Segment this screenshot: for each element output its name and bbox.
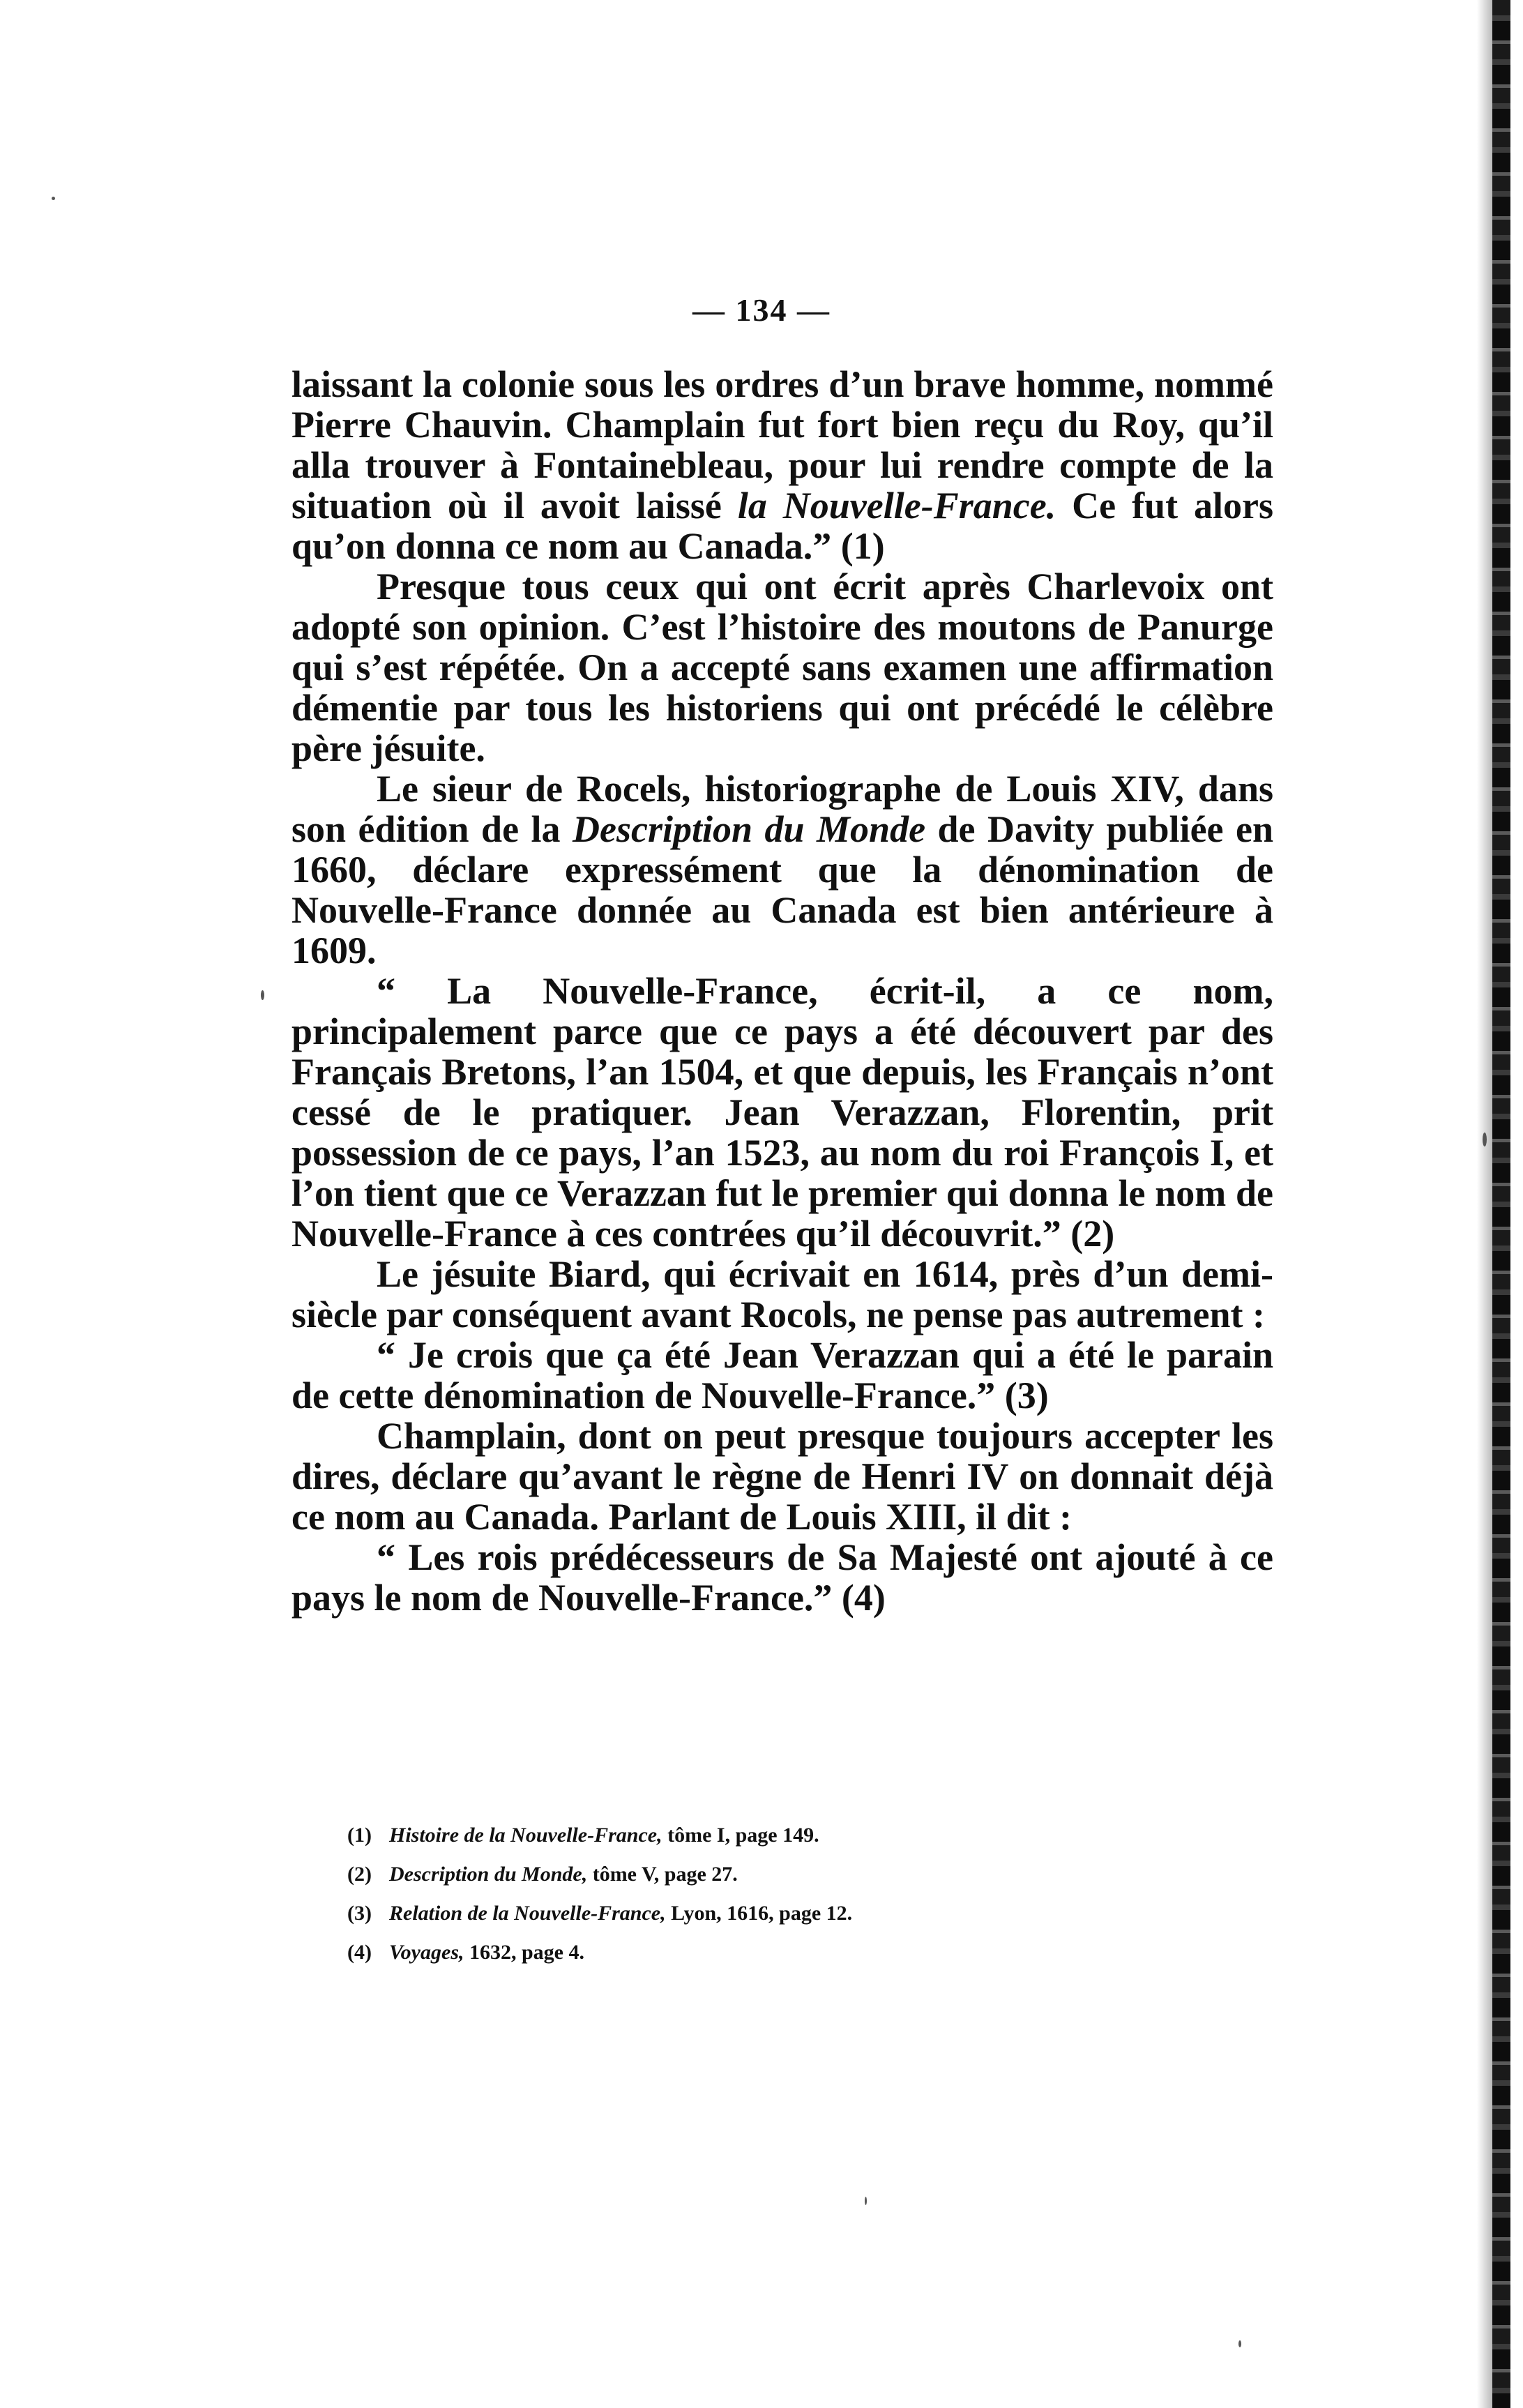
paragraph-text: Presque tous ceux qui ont écrit après Charlevoix ont adopté son opinion. C’est l’histoire des moutons de Panurge qui s’est répétée. On a accepté sans examen une affirmation démentie par tous les historiens qui ont précédé le célèbre père jésuite.: [291, 566, 1273, 769]
footnote: [347, 1855, 1268, 1894]
footnote-number: (3): [347, 1902, 372, 1925]
footnote-number: (4): [347, 1941, 372, 1964]
paragraph: [291, 768, 1273, 971]
scan-speck: [52, 197, 55, 200]
paragraph: [291, 1254, 1273, 1335]
footnote-title: Description du Monde,: [389, 1863, 588, 1886]
footnote-number: (2): [347, 1863, 372, 1886]
footnote: [347, 1933, 1268, 1972]
paragraph-text: “ La Nouvelle-France, écrit-il, a ce nom, principalement parce que ce pays a été découvert par des Français Bretons, l’an 1504, et que depuis, les Français n’ont cessé de le pratiquer. Jean Verazzan, Florentin, prit possession de ce pays, l’an 1523, au nom du roi François I, et l’on tient que ce Verazzan fut le premier qui donna le nom de Nouvelle-France à ces contrées qu’il découvrit.” (2): [291, 970, 1273, 1255]
paragraph-text: Champlain, dont on peut presque toujours accepter les dires, déclare qu’avant le règne de Henri IV on donnait déjà ce nom au Canada. Parlant de Louis XIII, il dit :: [291, 1415, 1273, 1538]
footnote-reference: Lyon, 1616, page 12.: [665, 1902, 853, 1925]
paragraph: [291, 566, 1273, 768]
paragraph: [291, 971, 1273, 1254]
italic-title: la Nouvelle-France.: [737, 485, 1056, 527]
scan-speck: [261, 990, 264, 1000]
footnote-title: Histoire de la Nouvelle-France,: [389, 1824, 662, 1847]
footnote-reference: tôme V, page 27.: [587, 1863, 738, 1886]
italic-title: Description du Monde: [573, 808, 926, 850]
footnote-title: Relation de la Nouvelle-France,: [389, 1902, 666, 1925]
paragraph-text: Ce fut alors qu’on donna ce nom au Canada.” (1): [291, 485, 1273, 567]
scan-speck: [865, 2197, 867, 2205]
footnote-title: Voyages,: [389, 1941, 464, 1964]
footnote-reference: 1632, page 4.: [464, 1941, 584, 1964]
paragraph: [291, 1537, 1273, 1618]
paragraph-text: Le jésuite Biard, qui écrivait en 1614, près d’un demi-siècle par conséquent avant Rocols, ne pense pas autrement :: [291, 1253, 1273, 1335]
footnote-reference: tôme I, page 149.: [662, 1824, 819, 1847]
binding-shadow: [1477, 0, 1492, 2408]
paragraph-text: “ Les rois prédécesseurs de Sa Majesté ont ajouté à ce pays le nom de Nouvelle-France.” (4): [291, 1536, 1273, 1619]
paragraph-text: laissant la colonie sous les ordres d’un brave homme, nommé Pierre Chauvin. Champlain fut fort bien reçu du Roy, qu’il alla trouver à Fontainebleau, pour lui rendre compte de la situation où il avoit laissé: [291, 363, 1273, 527]
scan-speck: [1238, 2340, 1241, 2347]
paragraph-text: de Davity publiée en 1660, déclare expressément que la dénomination de Nouvelle-France donnée au Canada est bien antérieure à 1609.: [291, 808, 1273, 971]
binding-edge: [1492, 0, 1510, 2408]
scan-speck: [1483, 1133, 1487, 1146]
body-text: [291, 364, 1273, 1618]
paragraph-text: Le sieur de Rocels, historiographe de Louis XIV, dans son édition de la: [291, 768, 1273, 850]
footnotes: [347, 1816, 1268, 1972]
paragraph-text: “ Je crois que ça été Jean Verazzan qui a été le parain de cette dénomination de Nouvelle-France.” (3): [291, 1334, 1273, 1416]
footnote: [347, 1894, 1268, 1933]
paragraph: [291, 364, 1273, 566]
paragraph: [291, 1416, 1273, 1537]
footnote: [347, 1816, 1268, 1855]
paragraph: [291, 1335, 1273, 1416]
page-number: — 134 —: [692, 292, 831, 328]
footnote-number: (1): [347, 1824, 372, 1847]
